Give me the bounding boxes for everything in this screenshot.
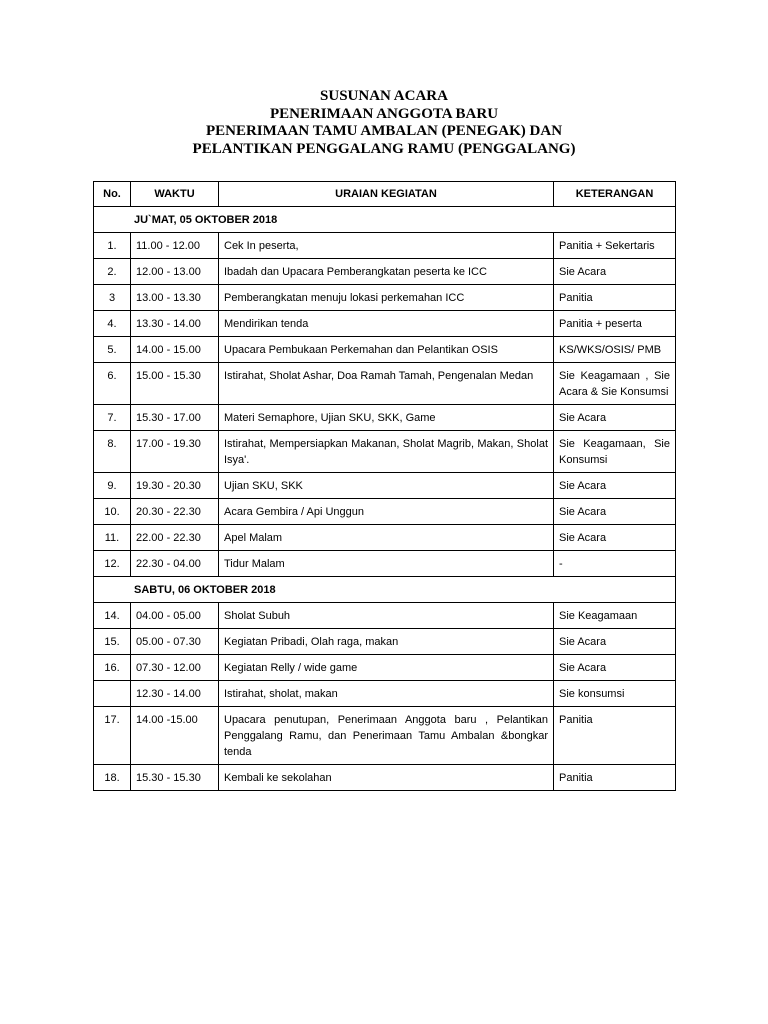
title-line-2: PENERIMAAN ANGGOTA BARU	[269, 105, 499, 122]
table-header-row	[94, 182, 676, 207]
row-time: 04.00 - 05.00	[131, 603, 219, 629]
table-row	[94, 363, 676, 405]
row-activity: Pemberangkatan menuju lokasi perkemahan ICC	[219, 285, 554, 311]
row-note: -	[554, 551, 676, 577]
row-activity: Mendirikan tenda	[219, 311, 554, 337]
row-activity: Ibadah dan Upacara Pemberangkatan peserta ke ICC	[219, 259, 554, 285]
schedule-table	[93, 181, 676, 791]
row-number: 1.	[94, 233, 131, 259]
row-note: Panitia	[554, 765, 676, 791]
row-activity: Ujian SKU, SKK	[219, 473, 554, 499]
row-note: Panitia + Sekertaris	[554, 233, 676, 259]
header-keterangan: KETERANGAN	[554, 182, 676, 207]
table-row	[94, 551, 676, 577]
row-note: Panitia	[554, 707, 676, 765]
row-activity: Istirahat, sholat, makan	[219, 681, 554, 707]
day-header-row	[94, 207, 676, 233]
row-time: 22.00 - 22.30	[131, 525, 219, 551]
row-number: 16.	[94, 655, 131, 681]
row-number: 7.	[94, 405, 131, 431]
row-time: 22.30 - 04.00	[131, 551, 219, 577]
row-number: 9.	[94, 473, 131, 499]
table-row	[94, 259, 676, 285]
table-row	[94, 337, 676, 363]
header-no: No.	[94, 182, 131, 207]
row-time: 14.00 -15.00	[131, 707, 219, 765]
row-time: 19.30 - 20.30	[131, 473, 219, 499]
title-line-1: SUSUNAN ACARA	[320, 88, 448, 104]
row-number: 3	[94, 285, 131, 311]
row-note: Panitia + peserta	[554, 311, 676, 337]
table-row	[94, 311, 676, 337]
row-time: 12.00 - 13.00	[131, 259, 219, 285]
row-note: Sie Acara	[554, 259, 676, 285]
row-activity: Acara Gembira / Api Unggun	[219, 499, 554, 525]
table-row	[94, 473, 676, 499]
table-row	[94, 655, 676, 681]
row-number: 4.	[94, 311, 131, 337]
row-activity: Apel Malam	[219, 525, 554, 551]
row-activity: Cek In peserta,	[219, 233, 554, 259]
row-note: Sie Acara	[554, 655, 676, 681]
day-label: JU`MAT, 05 OKTOBER 2018	[94, 207, 676, 233]
row-number: 5.	[94, 337, 131, 363]
row-note: Sie Keagamaan	[554, 603, 676, 629]
row-time: 05.00 - 07.30	[131, 629, 219, 655]
row-note: Sie Keagamaan, Sie Konsumsi	[554, 431, 676, 473]
row-note: KS/WKS/OSIS/ PMB	[554, 337, 676, 363]
row-activity: Tidur Malam	[219, 551, 554, 577]
table-row	[94, 233, 676, 259]
row-number: 12.	[94, 551, 131, 577]
row-activity: Istirahat, Mempersiapkan Makanan, Sholat Magrib, Makan, Sholat Isya'.	[219, 431, 554, 473]
row-number: 11.	[94, 525, 131, 551]
row-note: Sie Acara	[554, 499, 676, 525]
row-number: 18.	[94, 765, 131, 791]
row-time: 13.30 - 14.00	[131, 311, 219, 337]
row-number: 2.	[94, 259, 131, 285]
table-row	[94, 525, 676, 551]
table-row	[94, 629, 676, 655]
row-note: Sie konsumsi	[554, 681, 676, 707]
row-time: 11.00 - 12.00	[131, 233, 219, 259]
row-time: 15.00 - 15.30	[131, 363, 219, 405]
row-activity: Upacara Pembukaan Perkemahan dan Pelantikan OSIS	[219, 337, 554, 363]
table-row	[94, 765, 676, 791]
header-uraian: URAIAN KEGIATAN	[219, 182, 554, 207]
row-number: 6.	[94, 363, 131, 405]
row-activity: Upacara penutupan, Penerimaan Anggota baru , Pelantikan Penggalang Ramu, dan Penerimaan Tamu Ambalan &bongkar tenda	[219, 707, 554, 765]
row-note: Sie Acara	[554, 525, 676, 551]
row-time: 20.30 - 22.30	[131, 499, 219, 525]
row-number: 8.	[94, 431, 131, 473]
title-line-3: PENERIMAAN TAMU AMBALAN (PENEGAK) DAN	[205, 123, 563, 139]
row-time: 12.30 - 14.00	[131, 681, 219, 707]
day-label: SABTU, 06 OKTOBER 2018	[94, 577, 676, 603]
row-note: Sie Acara	[554, 629, 676, 655]
row-number: 10.	[94, 499, 131, 525]
header-waktu: WAKTU	[131, 182, 219, 207]
row-number	[94, 681, 131, 707]
row-number: 14.	[94, 603, 131, 629]
row-note: Sie Keagamaan , Sie Acara & Sie Konsumsi	[554, 363, 676, 405]
row-activity: Materi Semaphore, Ujian SKU, SKK, Game	[219, 405, 554, 431]
row-number: 15.	[94, 629, 131, 655]
row-activity: Kegiatan Relly / wide game	[219, 655, 554, 681]
day-header-row	[94, 577, 676, 603]
row-activity: Sholat Subuh	[219, 603, 554, 629]
row-note: Sie Acara	[554, 473, 676, 499]
row-activity: Kegiatan Pribadi, Olah raga, makan	[219, 629, 554, 655]
row-time: 15.30 - 15.30	[131, 765, 219, 791]
row-time: 14.00 - 15.00	[131, 337, 219, 363]
row-activity: Kembali ke sekolahan	[219, 765, 554, 791]
title-line-4: PELANTIKAN PENGGALANG RAMU (PENGGALANG)	[192, 140, 576, 157]
table-row	[94, 707, 676, 765]
row-note: Sie Acara	[554, 405, 676, 431]
row-time: 07.30 - 12.00	[131, 655, 219, 681]
row-time: 17.00 - 19.30	[131, 431, 219, 473]
row-activity: Istirahat, Sholat Ashar, Doa Ramah Tamah, Pengenalan Medan	[219, 363, 554, 405]
row-number: 17.	[94, 707, 131, 765]
row-time: 13.00 - 13.30	[131, 285, 219, 311]
table-row	[94, 285, 676, 311]
table-row	[94, 499, 676, 525]
table-row	[94, 681, 676, 707]
document-title	[0, 88, 768, 158]
table-row	[94, 431, 676, 473]
row-time: 15.30 - 17.00	[131, 405, 219, 431]
table-row	[94, 603, 676, 629]
table-row	[94, 405, 676, 431]
row-note: Panitia	[554, 285, 676, 311]
